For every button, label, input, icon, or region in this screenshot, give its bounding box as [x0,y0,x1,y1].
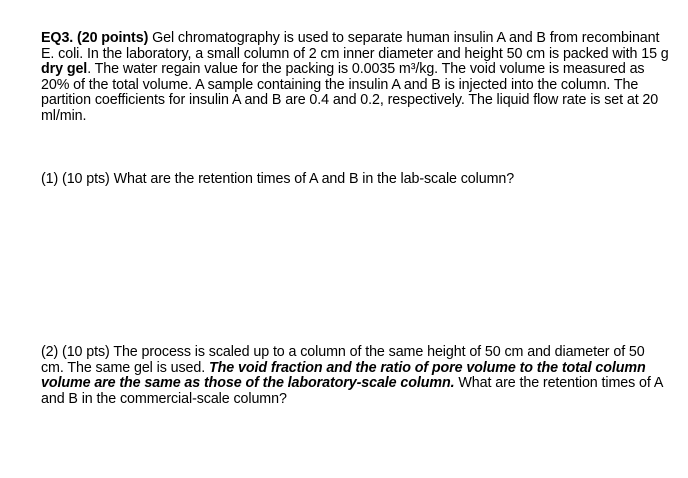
dry-gel-term: dry gel [41,61,88,78]
part-2-text-before: (2) (10 pts) The process is scaled up to a column of the same height of 50 cm and diameter of 50 cm. The same gel is used. [41,344,645,376]
part-1-question [41,172,671,188]
question-statement [41,31,671,125]
part-2-question [41,345,671,407]
part-2-emphasis: The void fraction and the ratio of pore volume to the total column volume are the same as those of the laboratory-scale column. [41,359,646,392]
question-intro-part1: Gel chromatography is used to separate human insulin A and B from recombinant E. coli. In the laboratory, a small column of 2 cm inner diameter and height 50 cm is packed with 15 g [41,30,669,62]
question-intro-part2: . The water regain value for the packing is 0.0035 m³/kg. The void volume is measured as 20% of the total volume. A sample containing the insulin A and B is injected into the column. The partition coefficients for insulin A and B are 0.4 and 0.2, respectively. The liquid flow rate is set at 20 ml/min. [41,61,659,124]
part-1-text: (1) (10 pts) What are the retention times of A and B in the lab-scale column? [41,171,515,187]
question-label: EQ3. (20 points) [41,30,149,46]
part-2-text-after: What are the retention times of A and B in the commercial-scale column? [41,375,663,407]
